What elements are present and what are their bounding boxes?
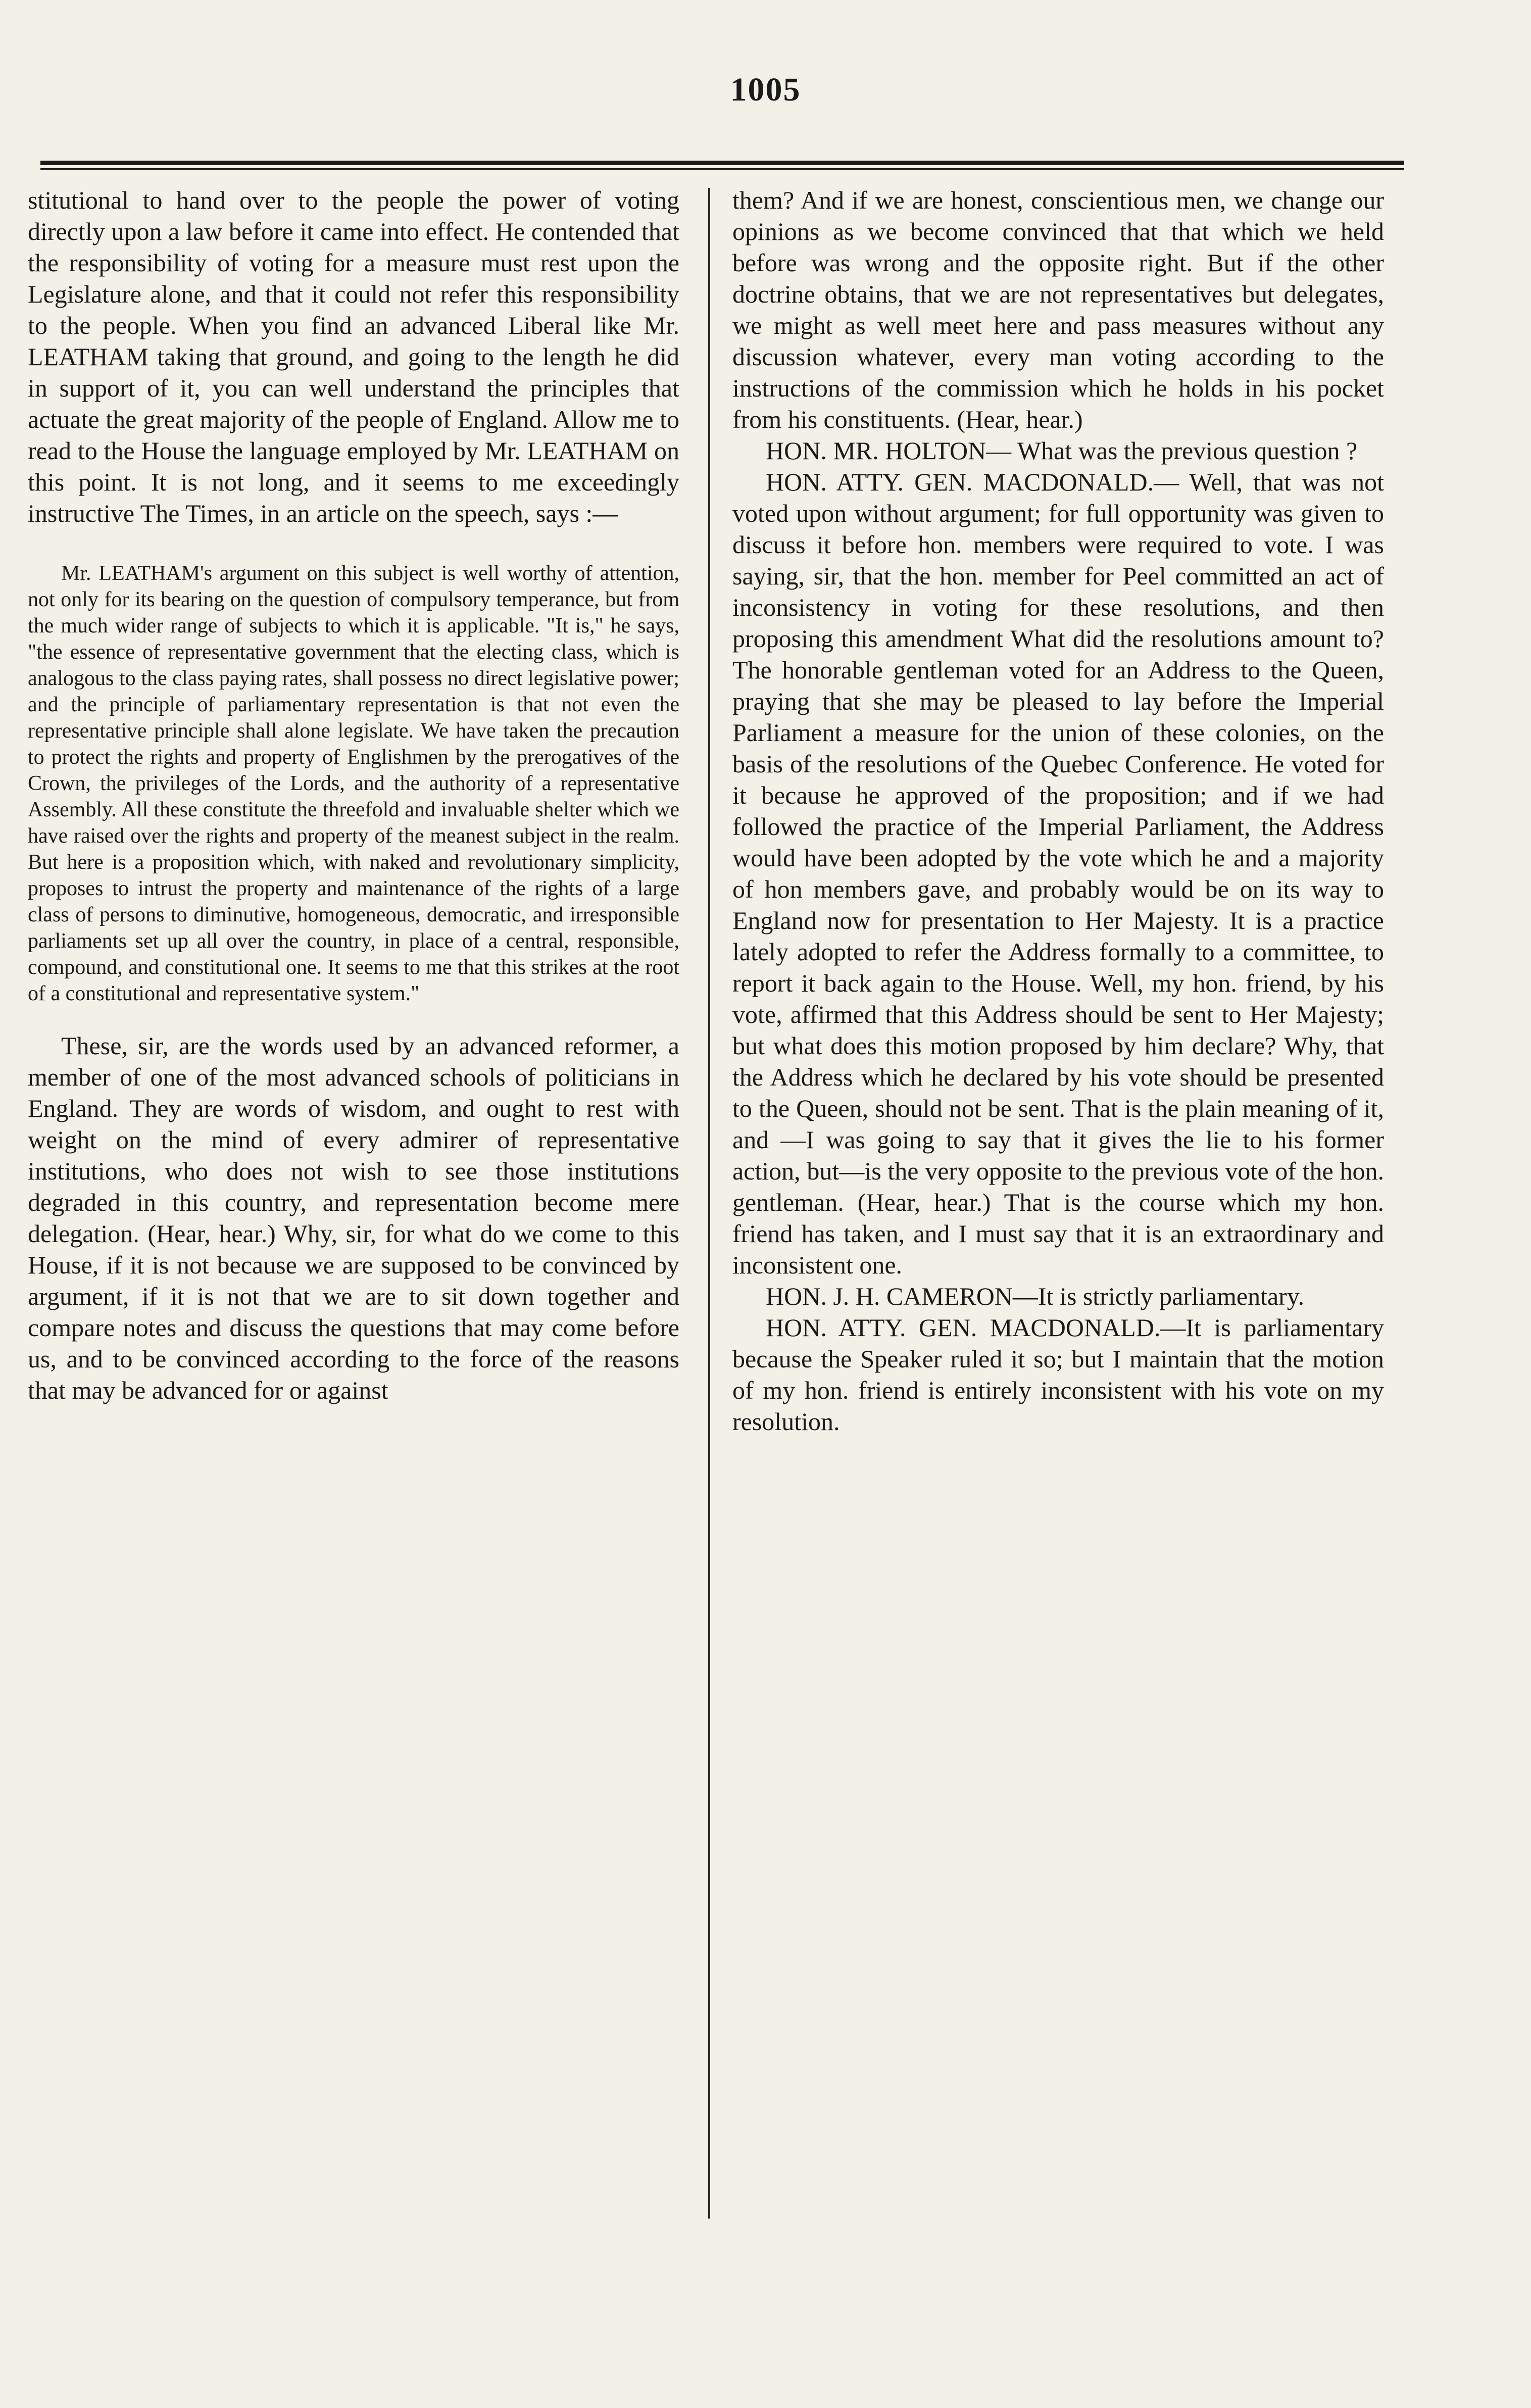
header-rule-thick	[40, 161, 1404, 165]
holton-remark	[732, 435, 1384, 466]
right-paragraph-1: them? And if we are honest, conscientious men, we change our opinions as we become convinced that that which we held before was wrong and the opposite right. But if the other doctrine obtains, that we are not representatives but delegates, we might as well meet here and pass measures without any discussion whatever, every man voting according to the instructions of the commission which he holds in his pocket from his constituents. (Hear, hear.)	[732, 186, 1384, 433]
left-paragraph-2: These, sir, are the words used by an advanced reformer, a member of one of the most advanced schools of politicians in England. They are words of wisdom, and ought to rest with weight on the mind of every admirer of representative institutions, who does not wish to see those institutions degraded in this country, and representation become mere delegation. (Hear, hear.) Why, sir, for what do we come to this House, if it is not because we are supposed to be convinced by argument, if it is not that we are to sit down together and compare notes and discuss the questions that may come before us, and to be convinced according to the force of the reasons that may be advanced for or against	[28, 1031, 679, 1404]
page-number: 1005	[730, 71, 801, 108]
left-paragraph-1: stitutional to hand over to the people the power of voting directly upon a law before it came into effect. He contended that the responsibility of voting for a measure must rest upon the Legislature alone, and that it could not refer this responsibility to the people. When you find an advanced Liberal like Mr. LEATHAM taking that ground, and going to the length he did in support of it, you can well understand the principles that actuate the great majority of the people of England. Allow me to read to the House the language employed by Mr. LEATHAM on this point. It is not long, and it seems to me exceedingly instructive The Times, in an article on the speech, says :—	[28, 186, 679, 527]
macdonald-text: .— Well, that was not voted upon without argument; for full opportunity was given to discuss it before hon. members were required to vote. I was saying, sir, that the hon. member for Peel committed an act of inconsistency in voting for these resolutions, and then proposing this amendment What did the resolutions amount to? The honorable gentleman voted for an Address to the Queen, praying that she may be pleased to lay before the Imperial Parliament a measure for the union of these colonies, on the basis of the resolutions of the Quebec Conference. He voted for it because he approved of the proposition; and if we had followed the practice of the Imperial Parliament, the Address would have been adopted by the vote which he and a majority of hon members gave, and probably would be on its way to England now for presentation to Her Majesty. It is a practice lately adopted to refer the Address formally to a committee, to report it back again to the House. Well, my hon. friend, by his vote, affirmed that this Address should be sent to Her Majesty; but what does this motion proposed by him declare? Why, that the Address which he declared by his vote should be presented to the Queen, should not be sent. That is the plain meaning of it, and —I was going to say that it gives the lie to his former action, but—is the very opposite to the previous vote of the hon. gentleman. (Hear, hear.) That is the course which my hon. friend has taken, and I must say that it is an extraordinary and inconsistent one.	[732, 468, 1385, 1279]
right-column	[732, 184, 1384, 1437]
left-column	[28, 184, 679, 1406]
macdonald-remark	[732, 466, 1384, 1281]
times-quotation: Mr. LEATHAM's argument on this subject is well worthy of attention, not only for its bearing on the question of compulsory temperance, but from the much wider range of subjects to which it is applicable. "It is," he says, "the essence of representative government that the electing class, which is analogous to the class paying rates, shall possess no direct legislative power; and the principle of parliamentary representation is that not even the representative principle shall alone legislate. We have taken the precaution to protect the rights and property of Englishmen by the prerogatives of the Crown, the privileges of the Lords, and the authority of a representative Assembly. All these constitute the threefold and invaluable shelter which we have raised over the rights and property of the meanest subject in the realm. But here is a proposition which, with naked and revolutionary simplicity, proposes to intrust the property and maintenance of the rights of a large class of persons to diminutive, homogeneous, democratic, and irresponsible parliaments set up all over the country, in place of a central, responsible, compound, and constitutional one. It seems to me that this strikes at the root of a constitutional and representative system."	[28, 562, 679, 1005]
header-rule-thin	[40, 168, 1404, 170]
column-divider	[708, 188, 710, 2219]
speaker-holton: HON. MR. HOLTON	[766, 436, 986, 465]
cameron-remark	[732, 1281, 1384, 1312]
speaker-macdonald: HON. ATTY. GEN. MACDONALD	[766, 468, 1148, 496]
macdonald-remark-2	[732, 1312, 1384, 1437]
cameron-text: —It is strictly parliamentary.	[1012, 1282, 1305, 1310]
macdonald-text-2: .—It is parliamentary because the Speaker ruled it so; but I maintain that the motion of my hon. friend is entirely inconsistent with his vote on my resolution.	[732, 1313, 1385, 1436]
holton-text: — What was the previous question ?	[986, 436, 1358, 465]
speaker-cameron: HON. J. H. CAMERON	[766, 1282, 1013, 1310]
speaker-macdonald-2: HON. ATTY. GEN. MACDONALD	[766, 1313, 1154, 1342]
